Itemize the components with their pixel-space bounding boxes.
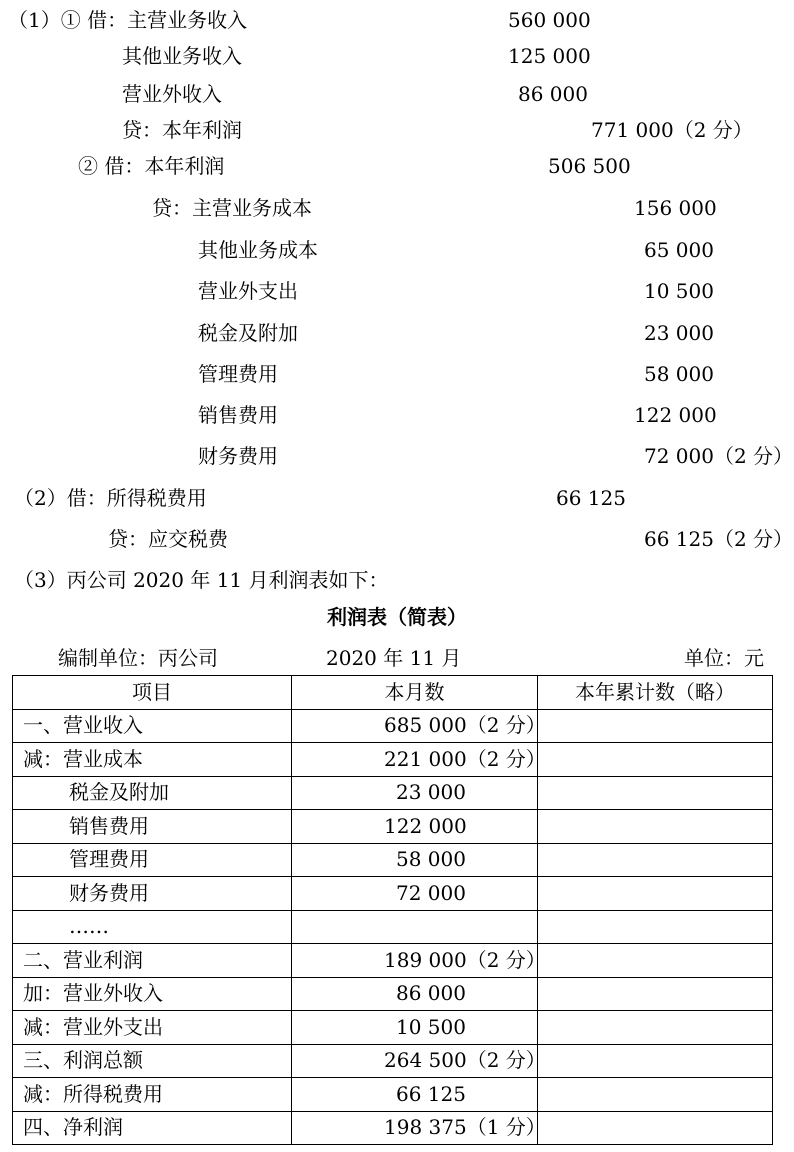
table-row [13,1111,773,1145]
entry-credit-amount: 122 000 [634,403,717,427]
entry-credit-amount: 66 125（2 分） [644,527,794,551]
row-ytd-amount [538,1111,773,1145]
row-month-amount: 58 000 [292,843,538,877]
row-item: 减：营业外支出 [13,1011,292,1045]
row-item: 销售费用 [13,810,292,844]
row-month-amount: 189 000（2 分） [292,944,538,978]
row-ytd-amount [538,977,773,1011]
table-row [13,1011,773,1045]
journal-entry-line [0,148,794,184]
entry-account: 贷：本年利润 [122,118,242,142]
row-item: 管理费用 [13,843,292,877]
table-header-row [13,676,773,710]
journal-entry-line [0,438,794,474]
entry-account: （1）① 借：主营业务收入 [8,8,248,32]
income-statement-table [12,675,773,1145]
journal-entry-line [0,2,794,38]
row-month-amount: 122 000 [292,810,538,844]
entry-account: 其他业务成本 [198,238,318,262]
row-month-amount: 198 375（1 分） [292,1111,538,1145]
table-row [13,709,773,743]
row-month-amount: 264 500（2 分） [292,1044,538,1078]
entry-debit-amount: 560 000 [508,8,591,32]
journal-entry-line [0,521,794,557]
entry-credit-amount: 10 500 [644,279,714,303]
row-ytd-amount [538,843,773,877]
table-row [13,1044,773,1078]
entry-account: （2）借：所得税费用 [14,486,207,510]
row-month-amount: 86 000 [292,977,538,1011]
row-ytd-amount [538,1078,773,1112]
row-month-amount [292,910,538,944]
journal-entry-line [0,232,794,268]
journal-entry-line [0,273,794,309]
entry-debit-amount: 506 500 [548,154,631,178]
entry-account: ② 借：本年利润 [78,154,225,178]
journal-entry-line [0,356,794,392]
journal-entry-line [0,76,794,112]
row-ytd-amount [538,910,773,944]
row-item: 四、净利润 [13,1111,292,1145]
table-row [13,944,773,978]
journal-entry-line [0,397,794,433]
period-label: 2020 年 11 月 [326,646,462,670]
entry-credit-amount: 72 000（2 分） [644,444,794,468]
row-ytd-amount [538,709,773,743]
table-row [13,977,773,1011]
row-ytd-amount [538,1011,773,1045]
entry-account: 其他业务收入 [122,44,242,68]
row-item: 三、利润总额 [13,1044,292,1078]
statement-header [0,640,794,676]
preparer-label: 编制单位：丙公司 [58,646,218,670]
entry-debit-amount: 125 000 [508,44,591,68]
row-month-amount: 221 000（2 分） [292,743,538,777]
entry-account: 销售费用 [198,403,278,427]
row-item: 减：营业成本 [13,743,292,777]
journal-entry-line [0,315,794,351]
table-row [13,1078,773,1112]
row-item: 二、营业利润 [13,944,292,978]
table-row [13,910,773,944]
entry-account: 税金及附加 [198,321,298,345]
journal-entry-line [0,480,794,516]
entry-credit-amount: 23 000 [644,321,714,345]
column-header-item: 项目 [13,676,292,710]
entry-account: 营业外收入 [122,82,222,106]
row-month-amount: 685 000（2 分） [292,709,538,743]
statement-intro: （3）丙公司 2020 年 11 月利润表如下： [14,568,389,592]
row-item: 财务费用 [13,877,292,911]
journal-entry-line [0,112,794,148]
entry-credit-amount: 65 000 [644,238,714,262]
row-month-amount: 23 000 [292,776,538,810]
row-month-amount: 72 000 [292,877,538,911]
entry-credit-amount: 156 000 [634,196,717,220]
row-month-amount: 66 125 [292,1078,538,1112]
row-item: 加：营业外收入 [13,977,292,1011]
entry-credit-amount: 58 000 [644,362,714,386]
row-item: 减：所得税费用 [13,1078,292,1112]
entry-account: 贷：主营业务成本 [152,196,312,220]
entry-debit-amount: 86 000 [518,82,588,106]
entry-debit-amount: 66 125 [556,486,626,510]
table-row [13,843,773,877]
row-ytd-amount [538,1044,773,1078]
table-row [13,877,773,911]
row-item: 税金及附加 [13,776,292,810]
column-header-month: 本月数 [292,676,538,710]
row-ytd-amount [538,877,773,911]
row-ytd-amount [538,944,773,978]
row-ytd-amount [538,776,773,810]
entry-account: 贷：应交税费 [108,527,228,551]
journal-entry-line [0,38,794,74]
entry-account: 管理费用 [198,362,278,386]
statement-intro-line [0,562,794,598]
table-row [13,743,773,777]
table-row [13,810,773,844]
entry-account: 财务费用 [198,444,278,468]
table-row [13,776,773,810]
column-header-ytd: 本年累计数（略） [538,676,773,710]
row-ytd-amount [538,743,773,777]
row-item: 一、营业收入 [13,709,292,743]
statement-title: 利润表（简表） [327,605,467,629]
row-month-amount: 10 500 [292,1011,538,1045]
row-ytd-amount [538,810,773,844]
row-item: …… [13,910,292,944]
entry-credit-amount: 771 000（2 分） [591,118,753,142]
unit-label: 单位：元 [684,646,764,670]
journal-entry-line [0,190,794,226]
entry-account: 营业外支出 [198,279,298,303]
